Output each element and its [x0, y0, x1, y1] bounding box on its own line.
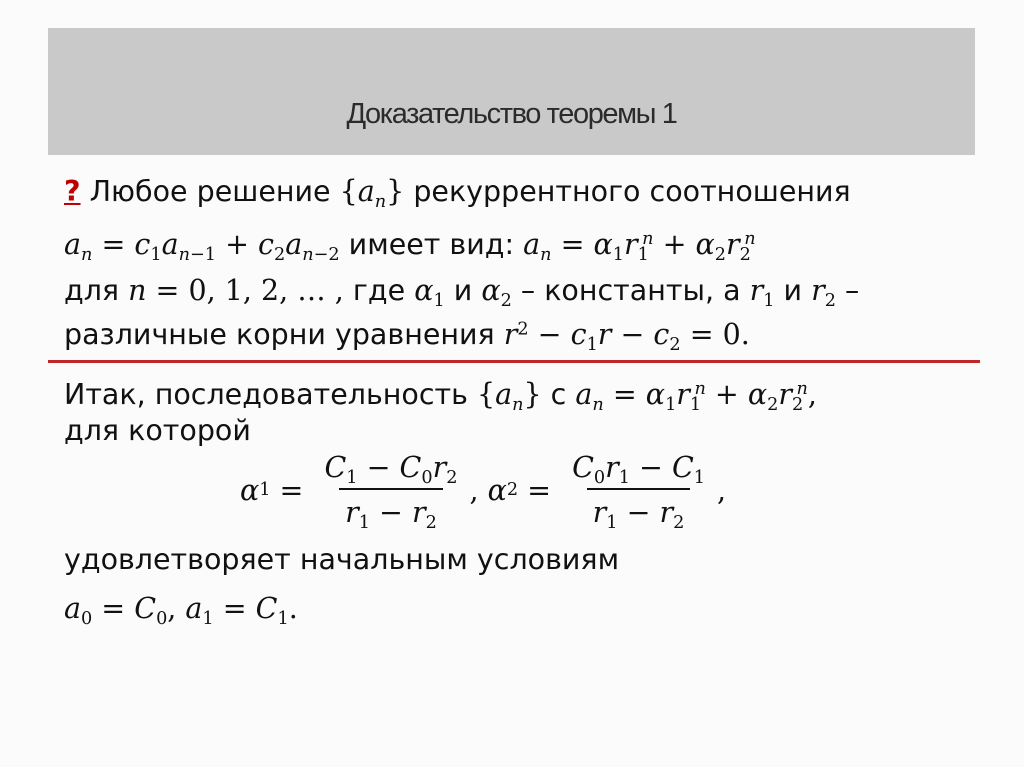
proof-line-3 — [64, 543, 619, 577]
statement-text-1: Любое решение — [80, 175, 340, 208]
section-divider — [48, 360, 980, 363]
slide-title: Доказательство теоремы 1 — [346, 98, 677, 130]
alpha1-fraction: $\frac{C_1 - C_0r_2}{r_1 - r_2}$ — [324, 451, 458, 534]
proof-line-1 — [64, 378, 817, 416]
statement-line-3 — [64, 274, 860, 312]
math-recurrence: $a_n = c_1a_{n-1} + c_2a_{n-2}$ — [64, 228, 340, 266]
math-sequence: $\{a_n\}$ — [339, 175, 405, 213]
alpha-formula: α 1 = $\frac{C_1 - C_0r_2}{r_1 - r_2}$ , α 2 = $\frac{C_0r_1 - C_1}{r_1 - r_2}$ , — [240, 451, 727, 534]
statement-text-8: и — [774, 274, 812, 307]
proof-text-3: для которой — [64, 414, 251, 447]
math-general-solution-2: $a_n = \alpha_1r_1^n + \alpha_2r_2^n$, — [575, 378, 817, 416]
proof-line-2 — [64, 414, 251, 448]
title-band — [48, 28, 975, 155]
statement-text-10: различные корни уравнения — [64, 318, 504, 351]
math-n-values: = 0, 1, 2, … , — [146, 274, 353, 307]
proof-text-4: удовлетворяет начальным условиям — [64, 543, 620, 576]
math-general-solution: $a_n = \alpha_1r_1^n + \alpha_2r_2^n$ — [523, 228, 756, 266]
math-r2: $r_2$ — [811, 274, 836, 312]
statement-text-4: для — [64, 274, 129, 307]
statement-line-4 — [64, 318, 750, 356]
statement-text-9: – — [835, 274, 860, 307]
math-r1: $r_1$ — [749, 274, 775, 312]
math-n: n — [128, 274, 147, 307]
math-characteristic-equation: $r^2 - c_1r - c_2 = 0$. — [503, 318, 750, 356]
math-alpha1: $\alpha_1$ — [414, 274, 445, 312]
math-alpha2: $\alpha_2$ — [481, 274, 512, 312]
alpha2-fraction: $\frac{C_0r_1 - C_1}{r_1 - r_2}$ — [572, 451, 706, 534]
proof-text-1: Итак, последовательность — [64, 378, 477, 411]
statement-text-6: и — [444, 274, 482, 307]
question-mark: ? — [64, 175, 81, 208]
statement-text-7: – константы, а — [511, 274, 750, 307]
statement-line-1 — [64, 175, 851, 213]
math-sequence-2: $\{a_n\}$ — [476, 378, 542, 416]
statement-text-5: где — [352, 274, 415, 307]
statement-text-2: рекуррентного соотношения — [404, 175, 851, 208]
proof-text-2: с — [541, 378, 576, 411]
statement-line-2 — [64, 228, 756, 266]
proof-line-4 — [64, 592, 298, 630]
math-initial-conditions: $a_0 = C_0$, $a_1 = C_1$. — [64, 592, 298, 630]
statement-text-3: имеет вид: — [339, 228, 524, 261]
